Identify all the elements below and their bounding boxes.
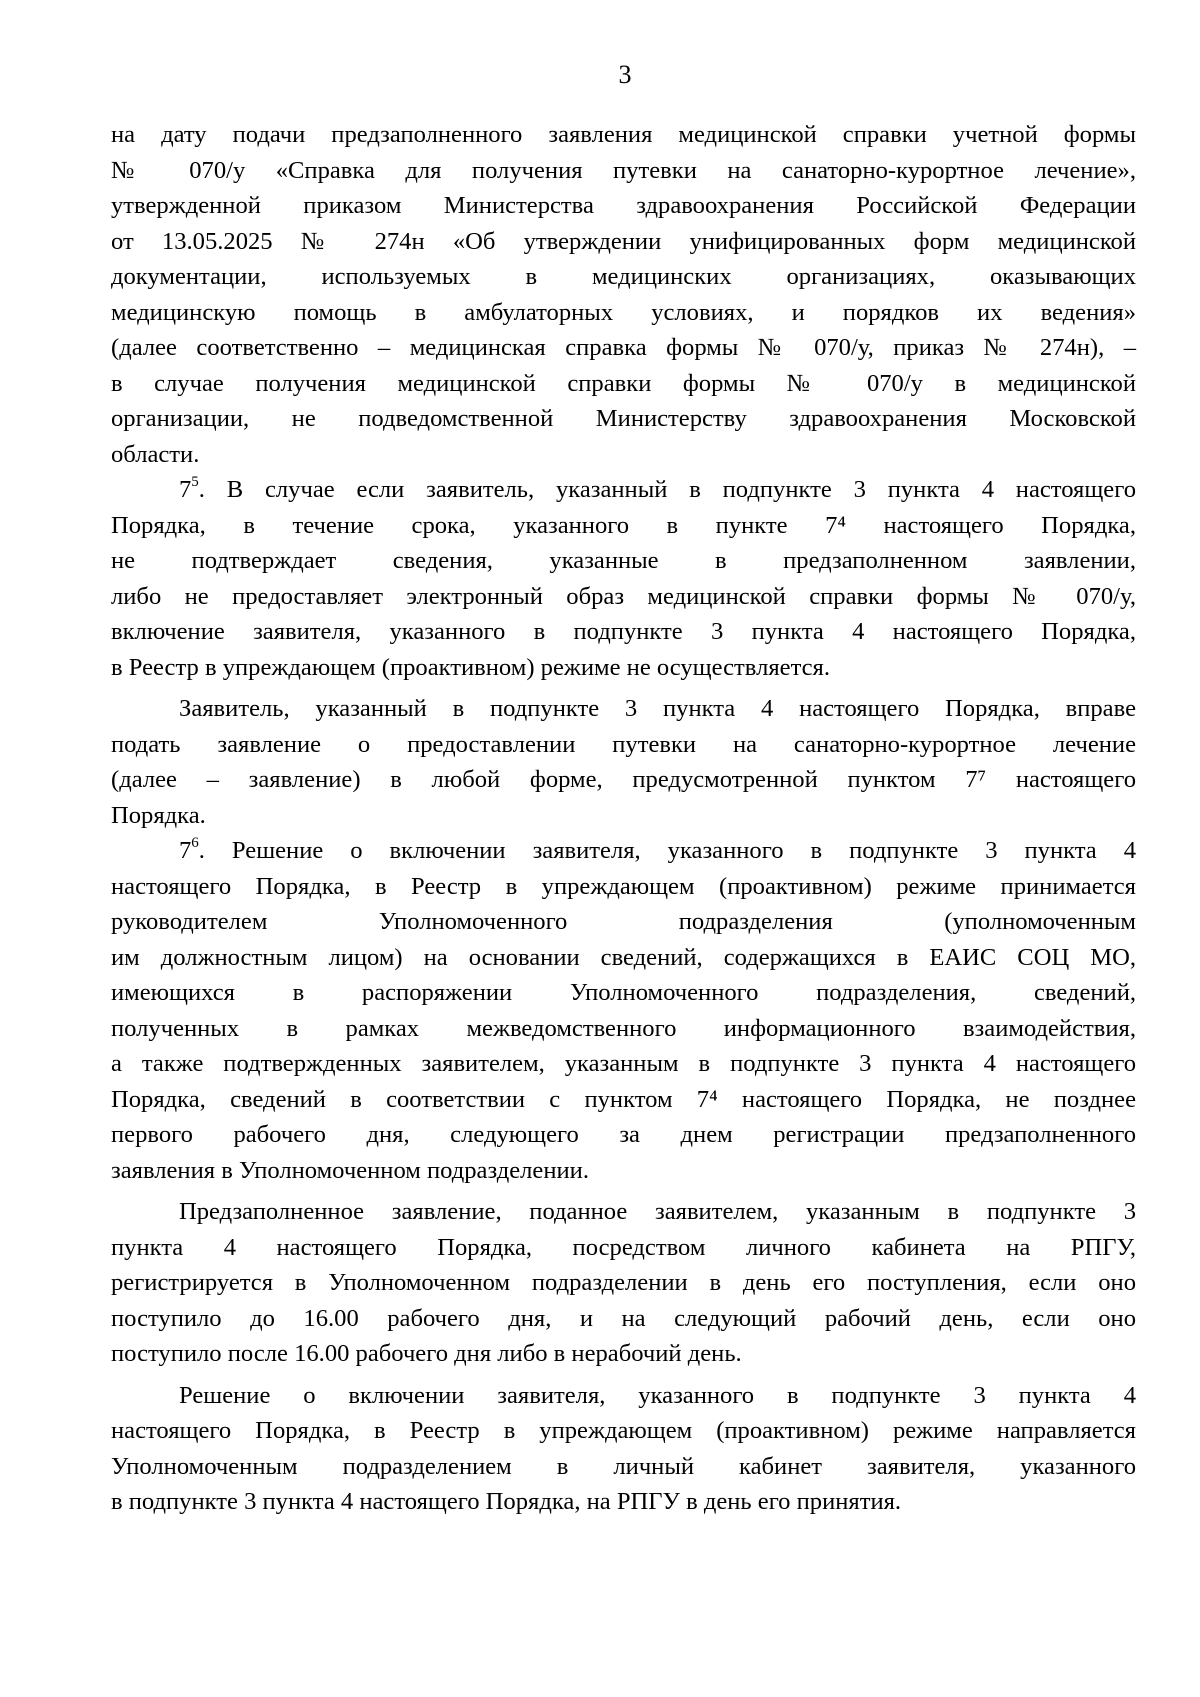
clause-superscript: 5 [191,473,199,490]
paragraph-7-6 [111,833,1136,1188]
text-fragment: . Решение о включении заявителя, указанного в подпункте 3 пункта 4 [198,837,1136,864]
text-line: а также подтвержденных заявителем, указанным в подпункте 3 пункта 4 настоящего [111,1050,1136,1077]
text-line [111,472,1136,508]
text-line: на дату подачи предзаполненного заявления медицинской справки учетной формы [111,121,1136,148]
text-line: Порядка, в течение срока, указанного в пункте 7⁴ настоящего Порядка, [111,511,1136,539]
text-line: Порядка. [111,801,206,829]
text-line: организации, не подведомственной Министерству здравоохранения Московской [111,405,1136,432]
text-line: медицинскую помощь в амбулаторных условиях, и порядков их ведения» [111,298,1136,326]
text-line: имеющихся в распоряжении Уполномоченного подразделения, сведений, [111,979,1136,1006]
clause-number: 7 [179,837,192,864]
paragraph-7-5 [111,472,1136,685]
clause-superscript: 6 [191,834,199,851]
text-line: им должностным лицом) на основании сведений, содержащихся в ЕАИС СОЦ МО, [111,943,1136,971]
text-line: первого рабочего дня, следующего за днем регистрации предзаполненного [111,1121,1136,1148]
paragraph-registration [111,1194,1136,1372]
text-line: Порядка, сведений в соответствии с пунктом 7⁴ настоящего Порядка, не позднее [111,1085,1136,1113]
text-line: от 13.05.2025 № 274н «Об утверждении унифицированных форм медицинской [111,227,1136,255]
text-line: настоящего Порядка, в Реестр в упреждающем (проактивном) режиме принимается [111,872,1136,900]
paragraph-applicant-right [111,691,1136,833]
text-line: заявления в Уполномоченном подразделении. [111,1156,589,1184]
document-body [111,117,1136,1520]
text-line: пункта 4 настоящего Порядка, посредством личного кабинета на РПГУ, [111,1233,1136,1261]
text-line: Решение о включении заявителя, указанного в подпункте 3 пункта 4 [179,1381,1136,1409]
text-line: полученных в рамках межведомственного информационного взаимодействия, [111,1014,1136,1042]
text-line: утвержденной приказом Министерства здравоохранения Российской Федерации [111,192,1136,219]
text-line: в Реестр в упреждающем (проактивном) режиме не осуществляется. [111,653,831,681]
text-line: не подтверждает сведения, указанные в предзаполненном заявлении, [111,547,1136,574]
clause-number: 7 [179,476,192,503]
text-line: Предзаполненное заявление, поданное заявителем, указанным в подпункте 3 [179,1198,1136,1225]
text-line: (далее соответственно – медицинская справка формы № 070/у, приказ № 274н), – [111,334,1136,361]
text-line: регистрируется в Уполномоченном подразделении в день его поступления, если оно [111,1269,1136,1296]
text-line: документации, используемых в медицинских организациях, оказывающих [111,263,1136,290]
text-line: включение заявителя, указанного в подпункте 3 пункта 4 настоящего Порядка, [111,618,1136,645]
text-line: № 070/у «Справка для получения путевки на санаторно-курортное лечение», [111,156,1136,184]
text-line: Заявитель, указанный в подпункте 3 пункта 4 настоящего Порядка, вправе [179,695,1136,722]
paragraph-decision-delivery [111,1378,1136,1520]
text-line: в случае получения медицинской справки формы № 070/у в медицинской [111,369,1136,397]
text-line: поступило после 16.00 рабочего дня либо в нерабочий день. [111,1340,742,1367]
text-line: подать заявление о предоставлении путевки на санаторно-курортное лечение [111,730,1136,758]
text-line: Уполномоченным подразделением в личный кабинет заявителя, указанного [111,1452,1136,1480]
text-line [111,833,1136,869]
text-fragment: . В случае если заявитель, указанный в подпункте 3 пункта 4 настоящего [198,476,1136,503]
text-line: настоящего Порядка, в Реестр в упреждающем (проактивном) режиме направляется [111,1417,1136,1444]
text-line: либо не предоставляет электронный образ медицинской справки формы № 070/у, [111,582,1136,610]
text-line: руководителем Уполномоченного подразделения (уполномоченным [111,908,1136,935]
paragraph-continuation [111,117,1136,472]
text-line: (далее – заявление) в любой форме, предусмотренной пунктом 7⁷ настоящего [111,766,1136,793]
text-line: области. [111,440,200,468]
text-line: поступило до 16.00 рабочего дня, и на следующий рабочий день, если оно [111,1304,1136,1332]
page-number: 3 [618,60,632,89]
text-line: в подпункте 3 пункта 4 настоящего Порядка, на РПГУ в день его принятия. [111,1488,902,1515]
